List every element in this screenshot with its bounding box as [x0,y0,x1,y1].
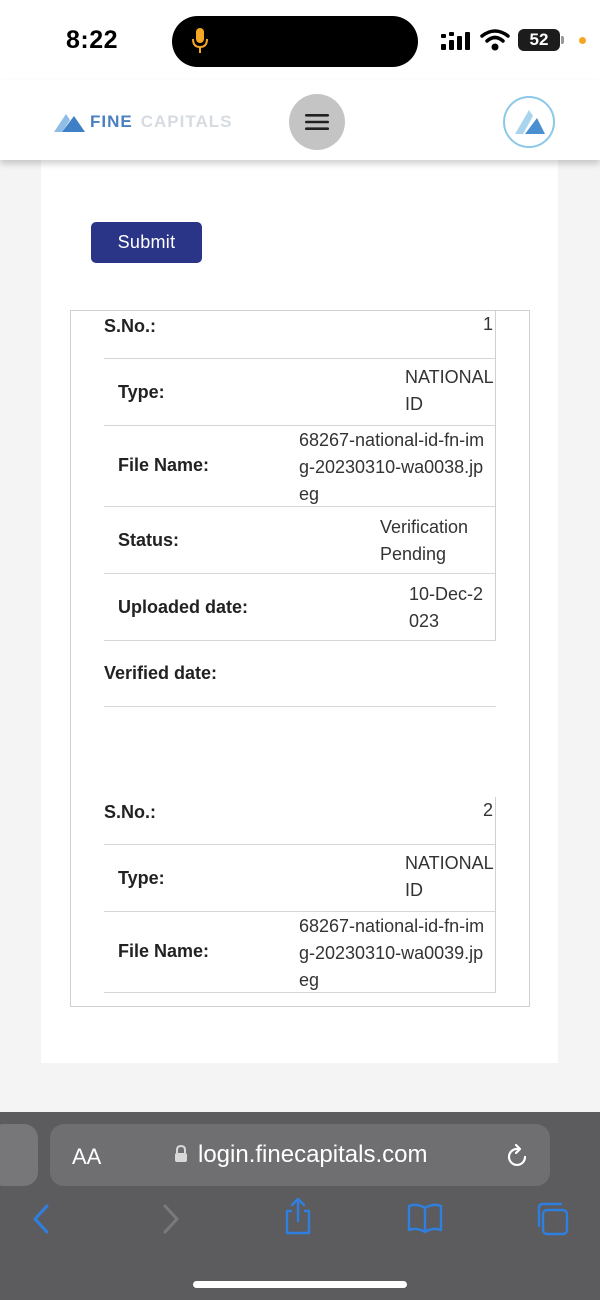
privacy-indicator [579,37,586,44]
home-indicator [193,1281,407,1288]
dynamic-island [172,16,418,67]
status-value: Verification Pending [380,517,469,564]
document-entry [104,797,496,993]
verified-row-wrap [104,640,496,707]
table-row [104,311,495,359]
logo-avatar-icon [511,106,547,138]
site-header [0,80,600,160]
reader-settings-button[interactable]: AA [72,1144,102,1169]
status-label: Status: [118,530,180,550]
bookmarks-icon[interactable] [407,1202,443,1234]
status-bar [0,0,600,80]
type-value: NATIONAL ID [405,367,494,414]
avatar[interactable] [503,96,555,148]
file-name-label: File Name: [118,941,210,961]
lock-icon [174,1145,188,1163]
type-value: NATIONAL ID [405,853,494,900]
type-label: Type: [118,382,165,402]
documents-table[interactable] [70,310,530,1007]
sno-label: S.No.: [104,802,156,822]
verified-date-label: Verified date: [104,663,218,683]
sno-value: 2 [482,800,493,820]
table-row [104,797,495,845]
document-entry [104,311,496,641]
type-label: Type: [118,868,165,888]
logo-word-fine: FINE [90,112,133,131]
table-row [104,574,495,641]
documents-card [41,160,558,1063]
table-row [104,845,495,912]
table-row [104,640,496,707]
reload-icon[interactable] [506,1142,530,1168]
wifi-icon [480,28,510,52]
sno-value: 1 [482,314,493,334]
mic-icon [190,27,210,55]
menu-button[interactable] [289,94,345,150]
table-row [104,912,495,993]
status-time: 8:22 [66,26,119,54]
submit-button[interactable]: Submit [91,222,202,263]
address-bar[interactable] [50,1124,550,1186]
uploaded-date-value: 10-Dec-2023 [409,584,484,631]
logo-word-capitals: CAPITALS [140,112,233,131]
share-icon[interactable] [283,1196,313,1236]
battery-icon: 52 [518,29,560,51]
logo-mark-icon [52,110,86,134]
table-row [104,507,495,574]
battery-cap [561,36,564,44]
uploaded-date-label: Uploaded date: [118,597,249,617]
browser-toolbar [0,1112,600,1300]
file-name-value: 68267-national-id-fn-img-20230310-wa0039.jpeg [299,916,485,990]
table-row [104,426,495,507]
fine-capitals-logo[interactable] [52,108,232,136]
file-name-label: File Name: [118,455,210,475]
hamburger-icon [304,112,330,132]
table-row [104,359,495,426]
url-text[interactable]: login.finecapitals.com [198,1141,428,1168]
forward-icon[interactable] [160,1202,182,1236]
back-icon[interactable] [30,1202,52,1236]
tabs-icon[interactable] [535,1202,569,1236]
sno-label: S.No.: [104,316,156,336]
browser-nav-row [0,1202,600,1242]
file-name-value: 68267-national-id-fn-img-20230310-wa0038.jpeg [299,430,485,504]
previous-tab-peek[interactable] [0,1124,38,1186]
signal-icon [440,31,472,51]
